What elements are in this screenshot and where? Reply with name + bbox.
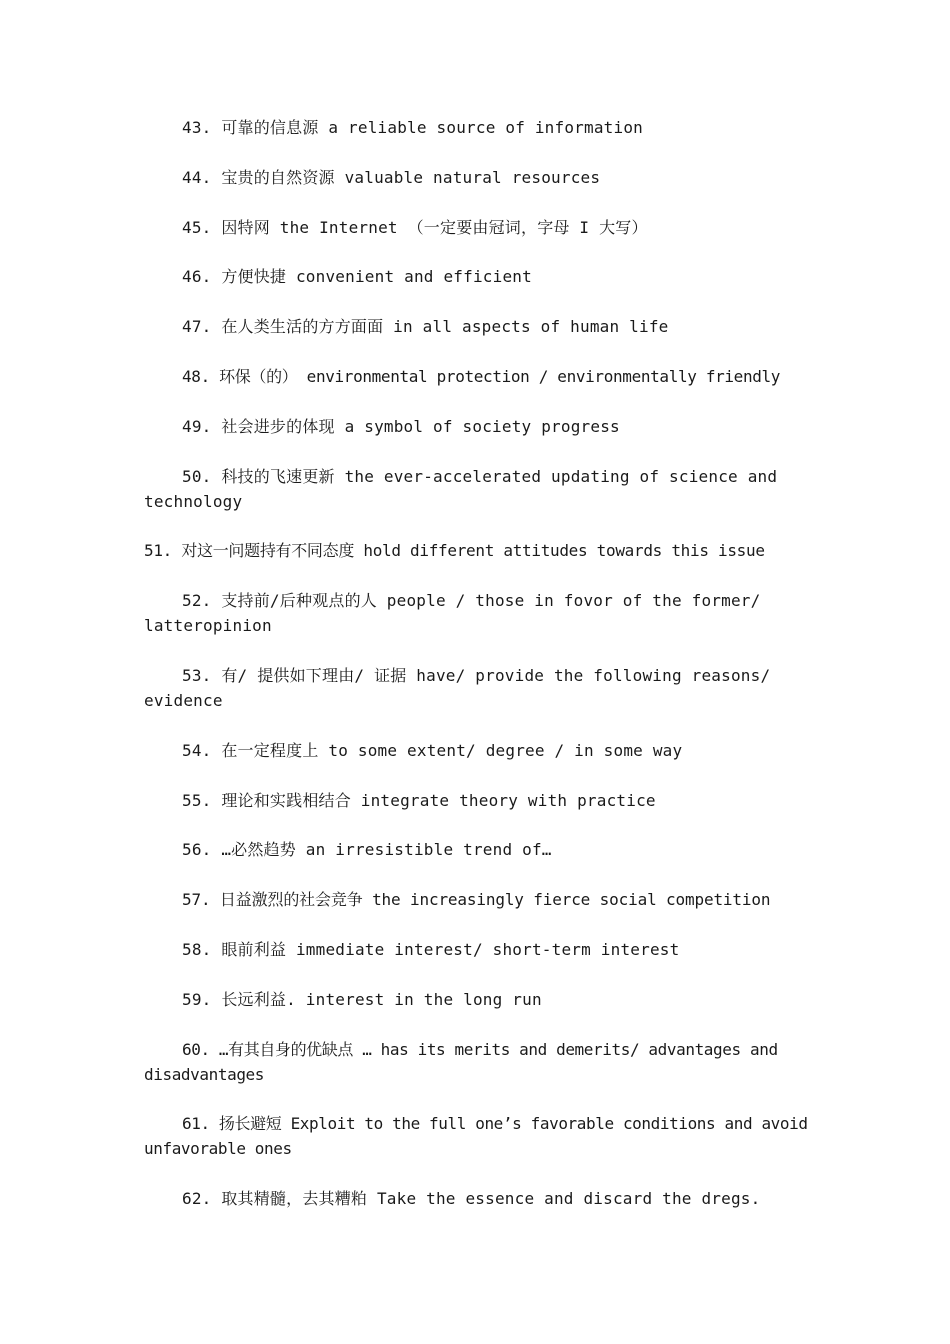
list-item: 61. 扬长避短 Exploit to the full one’s favorable conditions and avoid unfavorable ones [144,1114,808,1159]
list-item: 56. …必然趋势 an irresistible trend of… [182,840,552,860]
list-item: 62. 取其精髓，去其糟粕 Take the essence and discard the dregs. [182,1189,761,1209]
list-item: 49. 社会进步的体现 a symbol of society progress [182,416,620,436]
list-item: 50. 科技的飞速更新 the ever-accelerated updating of science and technology [144,466,778,511]
list-item: 51. 对这一问题持有不同态度 hold different attitudes towards this issue [144,541,765,561]
phrase-list [144,115,810,1236]
list-item: 55. 理论和实践相结合 integrate theory with practice [182,790,656,810]
list-item: 45. 因特网 the Internet （一定要由冠词，字母 I 大写） [182,217,648,237]
list-item: 48. 环保（的） environmental protection / environmentally friendly [182,366,781,386]
list-item: 53. 有/ 提供如下理由/ 证据 have/ provide the following reasons/ evidence [144,665,771,710]
list-item: 59. 长远利益. interest in the long run [182,989,542,1009]
list-item: 54. 在一定程度上 to some extent/ degree / in some way [182,740,683,760]
list-item: 57. 日益激烈的社会竞争 the increasingly fierce social competition [182,890,771,910]
list-item: 47. 在人类生活的方方面面 in all aspects of human life [182,317,669,337]
list-item: 60. …有其自身的优缺点 … has its merits and demerits/ advantages and disadvantages [144,1039,778,1084]
list-item: 58. 眼前利益 immediate interest/ short-term interest [182,939,680,959]
list-item: 46. 方便快捷 convenient and efficient [182,267,532,287]
list-item: 44. 宝贵的自然资源 valuable natural resources [182,167,601,187]
list-item: 52. 支持前/后种观点的人 people / those in fovor of the former/ latteropinion [144,591,761,636]
list-item: 43. 可靠的信息源 a reliable source of information [182,118,644,137]
